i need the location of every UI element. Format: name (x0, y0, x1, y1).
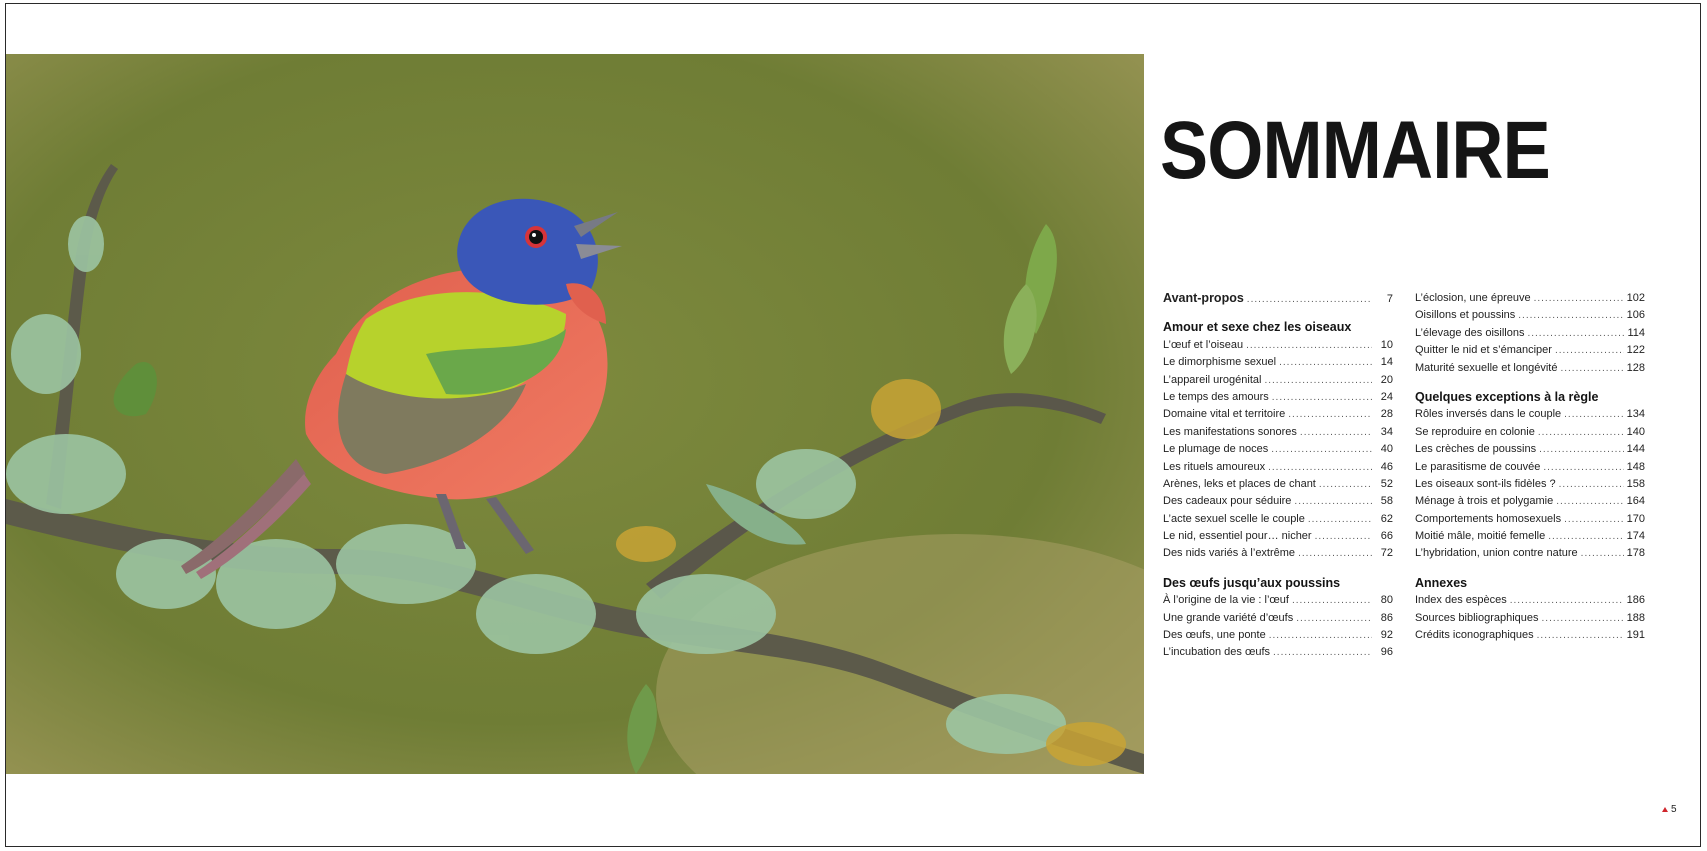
toc-entry-page: 164 (1626, 495, 1645, 508)
dot-leader (1300, 424, 1372, 441)
page-number-text: 5 (1671, 804, 1677, 815)
toc-entry[interactable] (1163, 545, 1393, 562)
toc-entry-label: Des cadeaux pour séduire (1163, 495, 1292, 508)
toc-entry[interactable] (1415, 511, 1645, 528)
toc-entry-label: L’élevage des oisillons (1415, 326, 1525, 339)
toc-entry-label: Maturité sexuelle et longévité (1415, 361, 1558, 374)
toc-entry-label: L’acte sexuel scelle le couple (1163, 512, 1305, 525)
toc-entry[interactable] (1163, 372, 1393, 389)
toc-entry-label: Comportements homosexuels (1415, 512, 1562, 525)
dot-leader (1319, 476, 1372, 493)
dot-leader (1279, 354, 1372, 371)
dot-leader (1518, 307, 1623, 324)
dot-leader (1538, 424, 1624, 441)
toc-entry-page: 80 (1380, 594, 1393, 607)
toc-entry[interactable] (1163, 406, 1393, 423)
toc-section (1163, 290, 1393, 307)
dot-leader (1296, 610, 1372, 627)
toc-entry-page: 46 (1380, 460, 1393, 473)
toc-entry[interactable] (1415, 545, 1645, 562)
toc-entry-page: 102 (1626, 292, 1645, 304)
toc-entry-label: Domaine vital et territoire (1163, 408, 1286, 421)
dot-leader (1543, 459, 1623, 476)
toc-entry[interactable] (1415, 627, 1645, 644)
toc-entry-label: Le nid, essentiel pour… nicher (1163, 530, 1312, 543)
toc-section-heading: Amour et sexe chez les oiseaux (1163, 320, 1352, 335)
toc-entry-label: Des nids variés à l’extrême (1163, 547, 1296, 560)
toc-entry-page: 186 (1626, 594, 1645, 607)
dot-leader (1537, 627, 1624, 644)
toc-entry-page: 72 (1380, 547, 1393, 560)
toc-entry[interactable] (1163, 610, 1393, 627)
toc-entry-label: Le temps des amours (1163, 390, 1269, 403)
toc-entry[interactable] (1163, 354, 1393, 371)
toc-entry-label: Moitié mâle, moitié femelle (1415, 530, 1546, 543)
dot-leader (1510, 592, 1624, 609)
dot-leader (1247, 291, 1372, 308)
toc-entry-label: Oisillons et poussins (1415, 309, 1516, 322)
toc-entry[interactable] (1163, 337, 1393, 354)
toc-entry-label: L’appareil urogénital (1163, 373, 1262, 386)
toc-section-heading: Quelques exceptions à la règle (1415, 389, 1599, 404)
dot-leader (1539, 441, 1624, 458)
dot-leader (1269, 627, 1372, 644)
toc-entry-page: 114 (1627, 326, 1645, 339)
dot-leader (1315, 528, 1372, 545)
toc-entry[interactable] (1163, 511, 1393, 528)
toc-entry[interactable] (1415, 592, 1645, 609)
dot-leader (1273, 644, 1372, 661)
toc-entry-page: 148 (1626, 460, 1645, 473)
toc-entry[interactable] (1163, 644, 1393, 661)
toc-entry[interactable] (1163, 290, 1393, 307)
dot-leader (1264, 372, 1372, 389)
toc-entry-page: 14 (1380, 356, 1393, 369)
dot-leader (1559, 476, 1624, 493)
toc-entry-label: Les rituels amoureux (1163, 460, 1266, 473)
toc-entry[interactable] (1163, 592, 1393, 609)
toc-entry[interactable] (1163, 441, 1393, 458)
dot-leader (1542, 610, 1624, 627)
toc-entry-page: 96 (1380, 646, 1393, 659)
toc-section (1415, 389, 1645, 563)
toc-entry-page: 178 (1626, 547, 1645, 560)
dot-leader (1527, 325, 1624, 342)
toc-entry[interactable] (1415, 307, 1645, 324)
toc-entry[interactable] (1163, 476, 1393, 493)
toc-entry[interactable] (1415, 476, 1645, 493)
toc-entry-label: Rôles inversés dans le couple (1415, 408, 1562, 421)
dot-leader (1271, 441, 1372, 458)
toc-entry-page: 134 (1626, 408, 1645, 421)
dot-leader (1288, 406, 1372, 423)
toc-entry-label: Les crèches de poussins (1415, 443, 1537, 456)
dot-leader (1268, 459, 1372, 476)
toc-entry-page: 128 (1626, 361, 1645, 374)
toc-entry-label: Sources bibliographiques (1415, 611, 1539, 624)
toc-entry-label: Arènes, leks et places de chant (1163, 477, 1316, 490)
dot-leader (1292, 592, 1372, 609)
toc-entry-label: Les manifestations sonores (1163, 425, 1297, 438)
toc-entry-page: 52 (1380, 477, 1393, 490)
toc-entry-label: Ménage à trois et polygamie (1415, 495, 1554, 508)
toc-entry-label: À l’origine de la vie : l’œuf (1163, 594, 1289, 607)
toc-entry[interactable] (1415, 528, 1645, 545)
dot-leader (1560, 360, 1623, 377)
toc-entry-page: 58 (1380, 495, 1393, 508)
toc-entry[interactable] (1415, 360, 1645, 377)
dot-leader (1272, 389, 1372, 406)
toc-entry[interactable] (1415, 493, 1645, 510)
toc-right-column (1415, 290, 1645, 656)
toc-entry-label: Une grande variété d’œufs (1163, 611, 1294, 624)
toc-section (1163, 575, 1393, 662)
toc-entry-label: L’œuf et l’oiseau (1163, 338, 1244, 351)
toc-entry[interactable] (1163, 627, 1393, 644)
dot-leader (1556, 493, 1623, 510)
toc-entry-page: 191 (1626, 629, 1645, 642)
folio-marker-icon (1662, 807, 1668, 812)
toc-entry-page: 158 (1626, 477, 1645, 490)
page-number (1662, 804, 1677, 815)
toc-entry[interactable] (1415, 406, 1645, 423)
toc-entry-page: 174 (1626, 530, 1645, 543)
toc-entry[interactable] (1163, 389, 1393, 406)
toc-entry-label: Crédits iconographiques (1415, 629, 1534, 642)
toc-entry-page: 144 (1626, 443, 1645, 456)
dot-leader (1534, 290, 1624, 307)
toc-entry-label: Index des espèces (1415, 594, 1507, 607)
toc-left-column (1163, 290, 1393, 674)
toc-section-heading: Annexes (1415, 575, 1468, 590)
dot-leader (1581, 545, 1624, 562)
dot-leader (1294, 493, 1372, 510)
toc-entry-page: 62 (1380, 512, 1393, 525)
dot-leader (1555, 342, 1624, 359)
toc-entry[interactable] (1415, 325, 1645, 342)
toc-entry-page: 7 (1386, 293, 1393, 305)
toc-entry[interactable] (1415, 424, 1645, 441)
toc-entry[interactable] (1415, 290, 1645, 307)
toc-entry-label: Le dimorphisme sexuel (1163, 356, 1277, 369)
dot-leader (1298, 545, 1372, 562)
painted-bunting-image (6, 54, 1144, 774)
toc-entry-label: Quitter le nid et s’émanciper (1415, 344, 1552, 357)
toc-entry-label: Se reproduire en colonie (1415, 425, 1535, 438)
dot-leader (1548, 528, 1623, 545)
toc-entry-page: 24 (1380, 390, 1393, 403)
toc-section-heading: Des œufs jusqu’aux poussins (1163, 575, 1341, 590)
toc-entry-page: 122 (1626, 344, 1645, 357)
toc-entry-page: 188 (1626, 611, 1645, 624)
toc-section (1415, 290, 1645, 377)
page-title: SOMMAIRE (1160, 105, 1550, 196)
toc-entry-page: 92 (1380, 629, 1393, 642)
dot-leader (1308, 511, 1372, 528)
toc-entry[interactable] (1415, 459, 1645, 476)
dot-leader (1246, 337, 1372, 354)
toc-entry[interactable] (1415, 610, 1645, 627)
toc-entry-label: Les oiseaux sont-ils fidèles ? (1415, 477, 1556, 490)
toc-entry[interactable] (1415, 342, 1645, 359)
toc-section (1415, 575, 1645, 645)
toc-entry[interactable] (1415, 441, 1645, 458)
dot-leader (1564, 511, 1624, 528)
toc-entry-page: 10 (1380, 338, 1393, 351)
toc-entry-page: 28 (1380, 408, 1393, 421)
toc-entry-label: Avant-propos (1163, 291, 1244, 305)
toc-entry-page: 40 (1380, 443, 1393, 456)
toc-entry-page: 34 (1380, 425, 1393, 438)
toc-section (1163, 319, 1393, 562)
toc-entry-page: 140 (1626, 425, 1645, 438)
toc-entry[interactable] (1163, 493, 1393, 510)
dot-leader (1564, 406, 1624, 423)
toc-entry-label: Le plumage de noces (1163, 443, 1269, 456)
toc-entry-label: L’incubation des œufs (1163, 646, 1271, 659)
toc-entry-page: 20 (1380, 373, 1393, 386)
bird-photo (6, 54, 1144, 774)
toc-entry[interactable] (1163, 528, 1393, 545)
toc-entry-label: L’hybridation, union contre nature (1415, 547, 1578, 560)
toc-entry-page: 106 (1626, 309, 1645, 322)
toc-entry[interactable] (1163, 459, 1393, 476)
toc-entry-page: 170 (1626, 512, 1645, 525)
toc-entry-label: L’éclosion, une épreuve (1415, 292, 1531, 304)
toc-entry-label: Le parasitisme de couvée (1415, 460, 1541, 473)
toc-entry-page: 86 (1380, 611, 1393, 624)
toc-entry[interactable] (1163, 424, 1393, 441)
toc-entry-page: 66 (1380, 530, 1393, 543)
toc-entry-label: Des œufs, une ponte (1163, 629, 1266, 642)
